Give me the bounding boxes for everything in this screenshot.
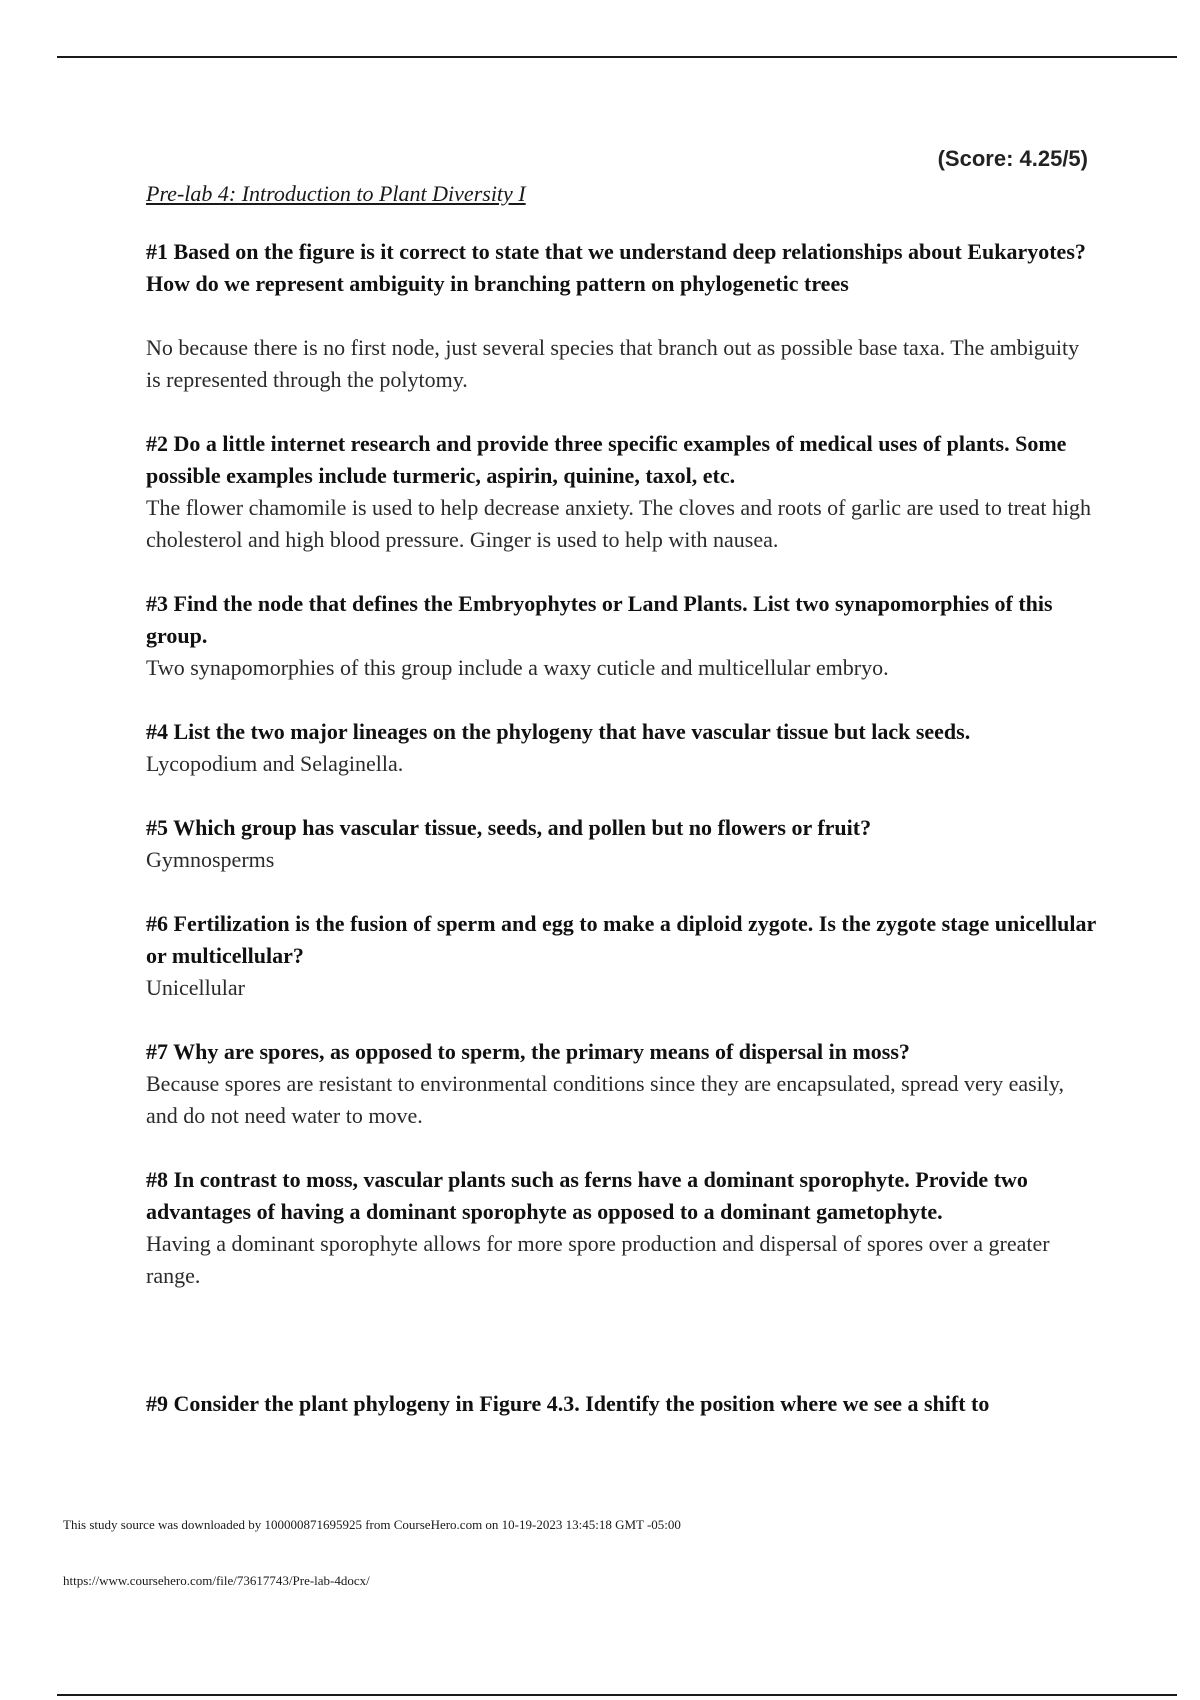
- qa-item-8: [146, 1164, 1096, 1292]
- top-rule: [57, 56, 1177, 58]
- answer-7: Because spores are resistant to environmental conditions since they are encapsulated, spread very easily, and do not need water to move.: [146, 1071, 1064, 1128]
- question-7: #7 Why are spores, as opposed to sperm, the primary means of dispersal in moss?: [146, 1039, 910, 1064]
- answer-1: No because there is no first node, just several species that branch out as possible base taxa. The ambiguity is represented through the polytomy.: [146, 335, 1080, 392]
- question-2: #2 Do a little internet research and provide three specific examples of medical uses of plants. Some possible examples include turmeric, aspirin, quinine, taxol, etc.: [146, 431, 1067, 488]
- score-label: (Score: 4.25/5): [937, 146, 1088, 171]
- qa-item-7: [146, 1036, 1096, 1132]
- question-8: #8 In contrast to moss, vascular plants such as ferns have a dominant sporophyte. Provide two advantages of having a dominant sporophyte as opposed to a dominant gametophyte.: [146, 1167, 1028, 1224]
- document-body: [146, 178, 1096, 1420]
- question-1: #1 Based on the figure is it correct to state that we understand deep relationships about Eukaryotes? How do we represent ambiguity in branching pattern on phylogenetic trees: [146, 239, 1086, 296]
- qa-item-5: [146, 812, 1096, 876]
- answer-8: Having a dominant sporophyte allows for more spore production and dispersal of spores over a greater range.: [146, 1231, 1050, 1288]
- qa-item-6: [146, 908, 1096, 1004]
- answer-6: Unicellular: [146, 975, 245, 1000]
- answer-5: Gymnosperms: [146, 847, 275, 872]
- qa-item-4: [146, 716, 1096, 780]
- qa-item-2: [146, 428, 1096, 556]
- answer-3: Two synapomorphies of this group include a waxy cuticle and multicellular embryo.: [146, 655, 889, 680]
- document-title: Pre-lab 4: Introduction to Plant Diversity I: [146, 181, 526, 206]
- question-5: #5 Which group has vascular tissue, seeds, and pollen but no flowers or fruit?: [146, 815, 872, 840]
- qa-item-9: [146, 1388, 1096, 1420]
- question-4: #4 List the two major lineages on the phylogeny that have vascular tissue but lack seeds.: [146, 719, 971, 744]
- qa-item-1: [146, 236, 1096, 396]
- answer-4: Lycopodium and Selaginella.: [146, 751, 404, 776]
- question-6: #6 Fertilization is the fusion of sperm and egg to make a diploid zygote. Is the zygote stage unicellular or multicellular?: [146, 911, 1096, 968]
- source-url: https://www.coursehero.com/file/73617743/Pre-lab-4docx/: [63, 1573, 370, 1588]
- download-source-note: This study source was downloaded by 100000871695925 from CourseHero.com on 10-19-2023 13:45:18 GMT -05:00: [63, 1517, 681, 1532]
- bottom-rule: [57, 1694, 1177, 1696]
- answer-2: The flower chamomile is used to help decrease anxiety. The cloves and roots of garlic are used to treat high cholesterol and high blood pressure. Ginger is used to help with nausea.: [146, 495, 1092, 552]
- question-9: #9 Consider the plant phylogeny in Figure 4.3. Identify the position where we see a shift to: [146, 1391, 990, 1416]
- question-3: #3 Find the node that defines the Embryophytes or Land Plants. List two synapomorphies of this group.: [146, 591, 1053, 648]
- qa-item-3: [146, 588, 1096, 684]
